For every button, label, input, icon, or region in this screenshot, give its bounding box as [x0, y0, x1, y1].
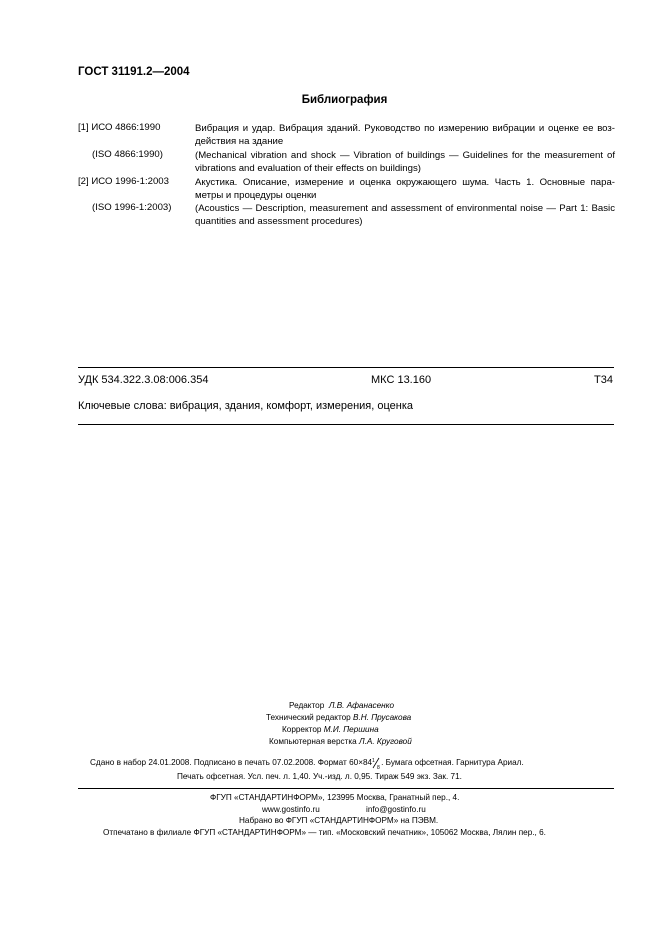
bibliography-title: Библиография [301, 94, 388, 106]
tech-editor-line: Технический редактор В.Н. Прусакова [266, 713, 412, 722]
classification-code: Т34 [594, 374, 613, 386]
document-id: ГОСТ 31191.2—2004 [78, 66, 190, 78]
keywords: Ключевые слова: вибрация, здания, комфорт, измерения, оценка [78, 400, 414, 412]
reference-text-1: Вибрация и удар. Вибрация зданий. Руководство по измерению вибрации и оценке ее воз-действия на здание [195, 123, 615, 147]
printer-note: Отпечатано в филиале ФГУП «СТАНДАРТИНФОРМ» — тип. «Московский печатник», 105062 Москва, Лялин пер., 6. [103, 828, 546, 837]
corrector-line: Корректор М.И. Першина [282, 725, 379, 734]
udk-code: УДК 534.322.3.08:006.354 [78, 374, 209, 386]
mks-code: МКС 13.160 [371, 374, 432, 386]
print-info-line-2: Печать офсетная. Усл. печ. л. 1,40. Уч.-изд. л. 0,95. Тираж 549 экз. Зак. 71. [177, 772, 462, 781]
keywords-rule [78, 424, 614, 425]
layout-line: Компьютерная верстка Л.А. Круговой [269, 737, 412, 746]
reference-number-2: [2] ИСО 1996-1:2003 [78, 176, 169, 187]
top-rule [78, 367, 614, 368]
publisher-rule [78, 788, 614, 789]
format-fraction [372, 757, 381, 768]
publisher-website[interactable]: www.gostinfo.ru [262, 805, 320, 814]
print-info-line-1: Сдано в набор 24.01.2008. Подписано в печать 07.02.2008. Формат 60×84 1 8 . Бумага офсетная. Гарнитура Ариал. [90, 758, 524, 769]
reference-alt-number-1: (ISO 4866:1990) [92, 149, 163, 160]
svg-text:8: 8 [377, 765, 380, 769]
reference-alt-text-2: (Acoustics — Description, measurement and assessment of environmental noise — Part 1: Basic quantities and assessment procedures) [195, 203, 615, 227]
svg-text:1: 1 [372, 758, 375, 764]
publisher-address: ФГУП «СТАНДАРТИНФОРМ», 123995 Москва, Гранатный пер., 4. [210, 793, 460, 802]
publisher-email[interactable]: info@gostinfo.ru [366, 805, 426, 814]
reference-number-1: [1] ИСО 4866:1990 [78, 122, 161, 133]
editor-line: Редактор Л.В. Афанасенко [289, 701, 395, 710]
reference-alt-number-2: (ISO 1996-1:2003) [92, 202, 172, 213]
reference-alt-text-1: (Mechanical vibration and shock — Vibration of buildings — Guidelines for the measurement of vibrations and evaluation of their effects on buildings) [195, 150, 615, 174]
typeset-note: Набрано во ФГУП «СТАНДАРТИНФОРМ» на ПЭВМ. [239, 816, 439, 825]
reference-text-2: Акустика. Описание, измерение и оценка окружающего шума. Часть 1. Основные пара-метры и процедуры оценки [195, 177, 615, 201]
